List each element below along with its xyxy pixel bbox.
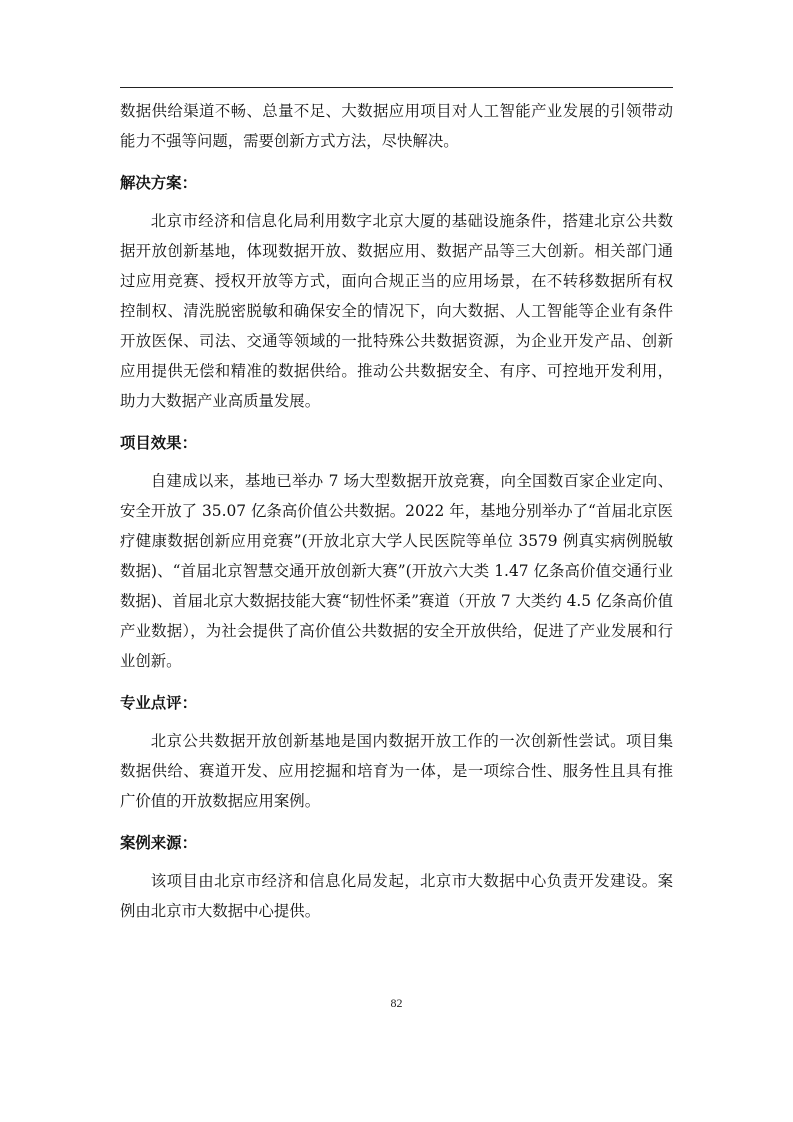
- section-body-effect: 自建成以来，基地已举办 7 场大型数据开放竞赛，向全国数百家企业定向、安全开放了 35.07 亿条高价值公共数据。2022 年，基地分别举办了“首届北京医疗健康数据创新应用竞赛”(开放北京大学人民医院等单位 3579 例真实病例脱敏数据)、“首届北京智慧交通开放创新大赛”(开放六大类 1.47 亿条高价值交通行业数据)、首届北京大数据技能大赛“韧性怀柔”赛道（开放 7 大类约 4.5 亿条高价值产业数据），为社会提供了高价值公共数据的安全开放供给，促进了产业发展和行业创新。: [120, 472, 673, 670]
- page-content: [120, 96, 673, 926]
- section-body-solution: 北京市经济和信息化局利用数字北京大厦的基础设施条件，搭建北京公共数据开放创新基地，体现数据开放、数据应用、数据产品等三大创新。相关部门通过应用竞赛、授权开放等方式，面向合规正当的应用场景，在不转移数据所有权控制权、清洗脱密脱敏和确保安全的情况下，向大数据、人工智能等企业有条件开放医保、司法、交通等领域的一批特殊公共数据资源，为企业开发产品、创新应用提供无偿和精准的数据供给。推动公共数据安全、有序、可控地开发利用，助力大数据产业高质量发展。: [120, 212, 673, 410]
- section-heading-source: 案例来源：: [120, 834, 197, 852]
- section-heading-solution: 解决方案：: [120, 174, 197, 192]
- page-number: 82: [390, 996, 403, 1010]
- header-rule: [120, 87, 673, 88]
- intro-paragraph: 数据供给渠道不畅、总量不足、大数据应用项目对人工智能产业发展的引领带动能力不强等问题，需要创新方式方法，尽快解决。: [120, 102, 673, 150]
- section-body-source: 该项目由北京市经济和信息化局发起，北京市大数据中心负责开发建设。案例由北京市大数据中心提供。: [120, 872, 673, 920]
- section-heading-review: 专业点评：: [120, 694, 197, 712]
- section-body-review: 北京公共数据开放创新基地是国内数据开放工作的一次创新性尝试。项目集数据供给、赛道开发、应用挖掘和培育为一体，是一项综合性、服务性且具有推广价值的开放数据应用案例。: [120, 732, 673, 810]
- section-heading-effect: 项目效果：: [120, 434, 197, 452]
